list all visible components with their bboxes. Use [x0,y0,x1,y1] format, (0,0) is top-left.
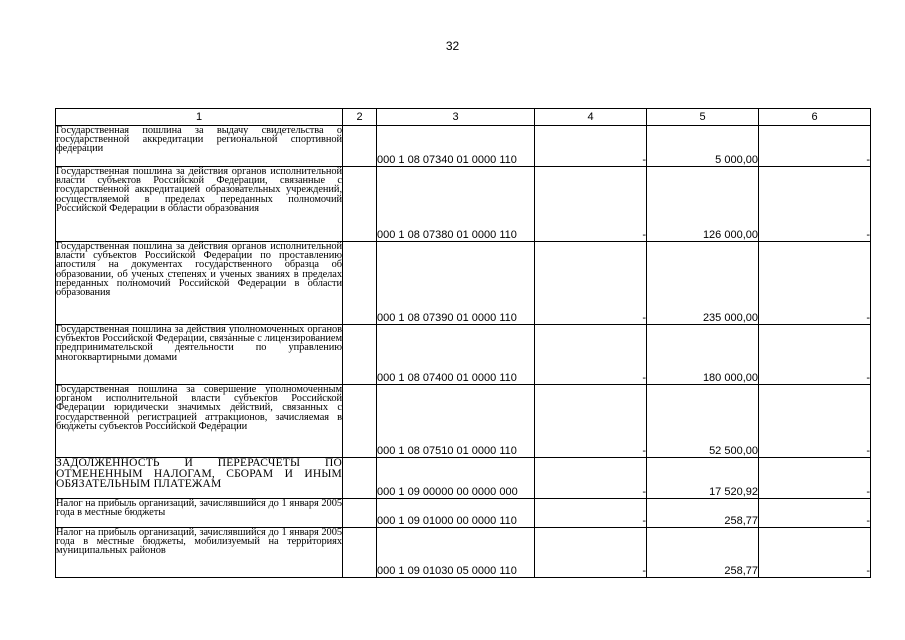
row-col2 [343,242,377,325]
row-name: Государственная пошлина за действия органов исполнительной власти субъектов Российской Федерации по проставлению апостиля на документах государственного образца об образовании, об ученых степенях и ученых званиях в пределах переданных полномочий Российской Федерации в области образования [56,242,343,325]
column-header: 6 [759,109,871,126]
row-col2 [343,167,377,242]
row-amount: 235 000,00 [647,242,759,325]
row-col2 [343,325,377,385]
row-col4: - [535,528,647,578]
row-amount: 52 500,00 [647,385,759,458]
row-code: 000 1 08 07340 01 0000 110 [377,126,535,167]
row-col4: - [535,242,647,325]
row-code: 000 1 08 07380 01 0000 110 [377,167,535,242]
row-code: 000 1 09 01000 00 0000 110 [377,499,535,528]
row-col6: - [759,242,871,325]
row-name: Государственная пошлина за действия органов исполнительной власти субъектов Российской Федерации, связанные с государственной аккредитацией образовательных учреждений, осуществляемой в пределах переданных полномочий Российской Федерации в области образования [56,167,343,242]
row-name: Налог на прибыль организаций, зачислявшийся до 1 января 2005 года в местные бюджеты, мобилизуемый на территориях муниципальных районов [56,528,343,578]
row-col6: - [759,167,871,242]
table-row [56,167,871,242]
column-header: 5 [647,109,759,126]
row-col2 [343,499,377,528]
table-row [56,325,871,385]
table-row [56,458,871,499]
row-name: Налог на прибыль организаций, зачислявшийся до 1 января 2005 года в местные бюджеты [56,499,343,528]
column-header: 1 [56,109,343,126]
row-col6: - [759,458,871,499]
header-row [56,109,871,126]
row-col2 [343,458,377,499]
row-name: Государственная пошлина за совершение уполномоченным органом исполнительной власти субъектов Российской Федерации юридически значимых действий, связанных с государственной регистрацией аттракционов, зачисляемая в бюджеты субъектов Российской Федерации [56,385,343,458]
row-amount: 258,77 [647,499,759,528]
row-amount: 5 000,00 [647,126,759,167]
budget-table [55,108,871,578]
table-row [56,385,871,458]
table-row [56,126,871,167]
table-row [56,499,871,528]
row-col2 [343,126,377,167]
row-col6: - [759,325,871,385]
row-code: 000 1 09 00000 00 0000 000 [377,458,535,499]
row-col4: - [535,499,647,528]
row-name: Государственная пошлина за действия уполномоченных органов субъектов Российской Федерации, связанные с лицензированием предпринимательской деятельности по управлению многоквартирными домами [56,325,343,385]
row-col4: - [535,126,647,167]
row-code: 000 1 09 01030 05 0000 110 [377,528,535,578]
row-code: 000 1 08 07390 01 0000 110 [377,242,535,325]
table-row [56,528,871,578]
row-col4: - [535,385,647,458]
row-col6: - [759,126,871,167]
row-amount: 180 000,00 [647,325,759,385]
row-code: 000 1 08 07400 01 0000 110 [377,325,535,385]
row-col2 [343,385,377,458]
page-number: 32 [445,39,460,53]
row-col6: - [759,528,871,578]
row-col4: - [535,167,647,242]
row-col6: - [759,385,871,458]
row-col2 [343,528,377,578]
row-col4: - [535,325,647,385]
row-name: ЗАДОЛЖЕННОСТЬ И ПЕРЕРАСЧЕТЫ ПО ОТМЕНЕННЫМ НАЛОГАМ, СБОРАМ И ИНЫМ ОБЯЗАТЕЛЬНЫМ ПЛАТЕЖАМ [56,458,343,499]
row-name: Государственная пошлина за выдачу свидетельства о государственной аккредитации региональной спортивной федерации [56,126,343,167]
row-amount: 17 520,92 [647,458,759,499]
column-header: 2 [343,109,377,126]
row-code: 000 1 08 07510 01 0000 110 [377,385,535,458]
row-amount: 258,77 [647,528,759,578]
column-header: 4 [535,109,647,126]
column-header: 3 [377,109,535,126]
table-row [56,242,871,325]
row-col6: - [759,499,871,528]
row-col4: - [535,458,647,499]
row-amount: 126 000,00 [647,167,759,242]
